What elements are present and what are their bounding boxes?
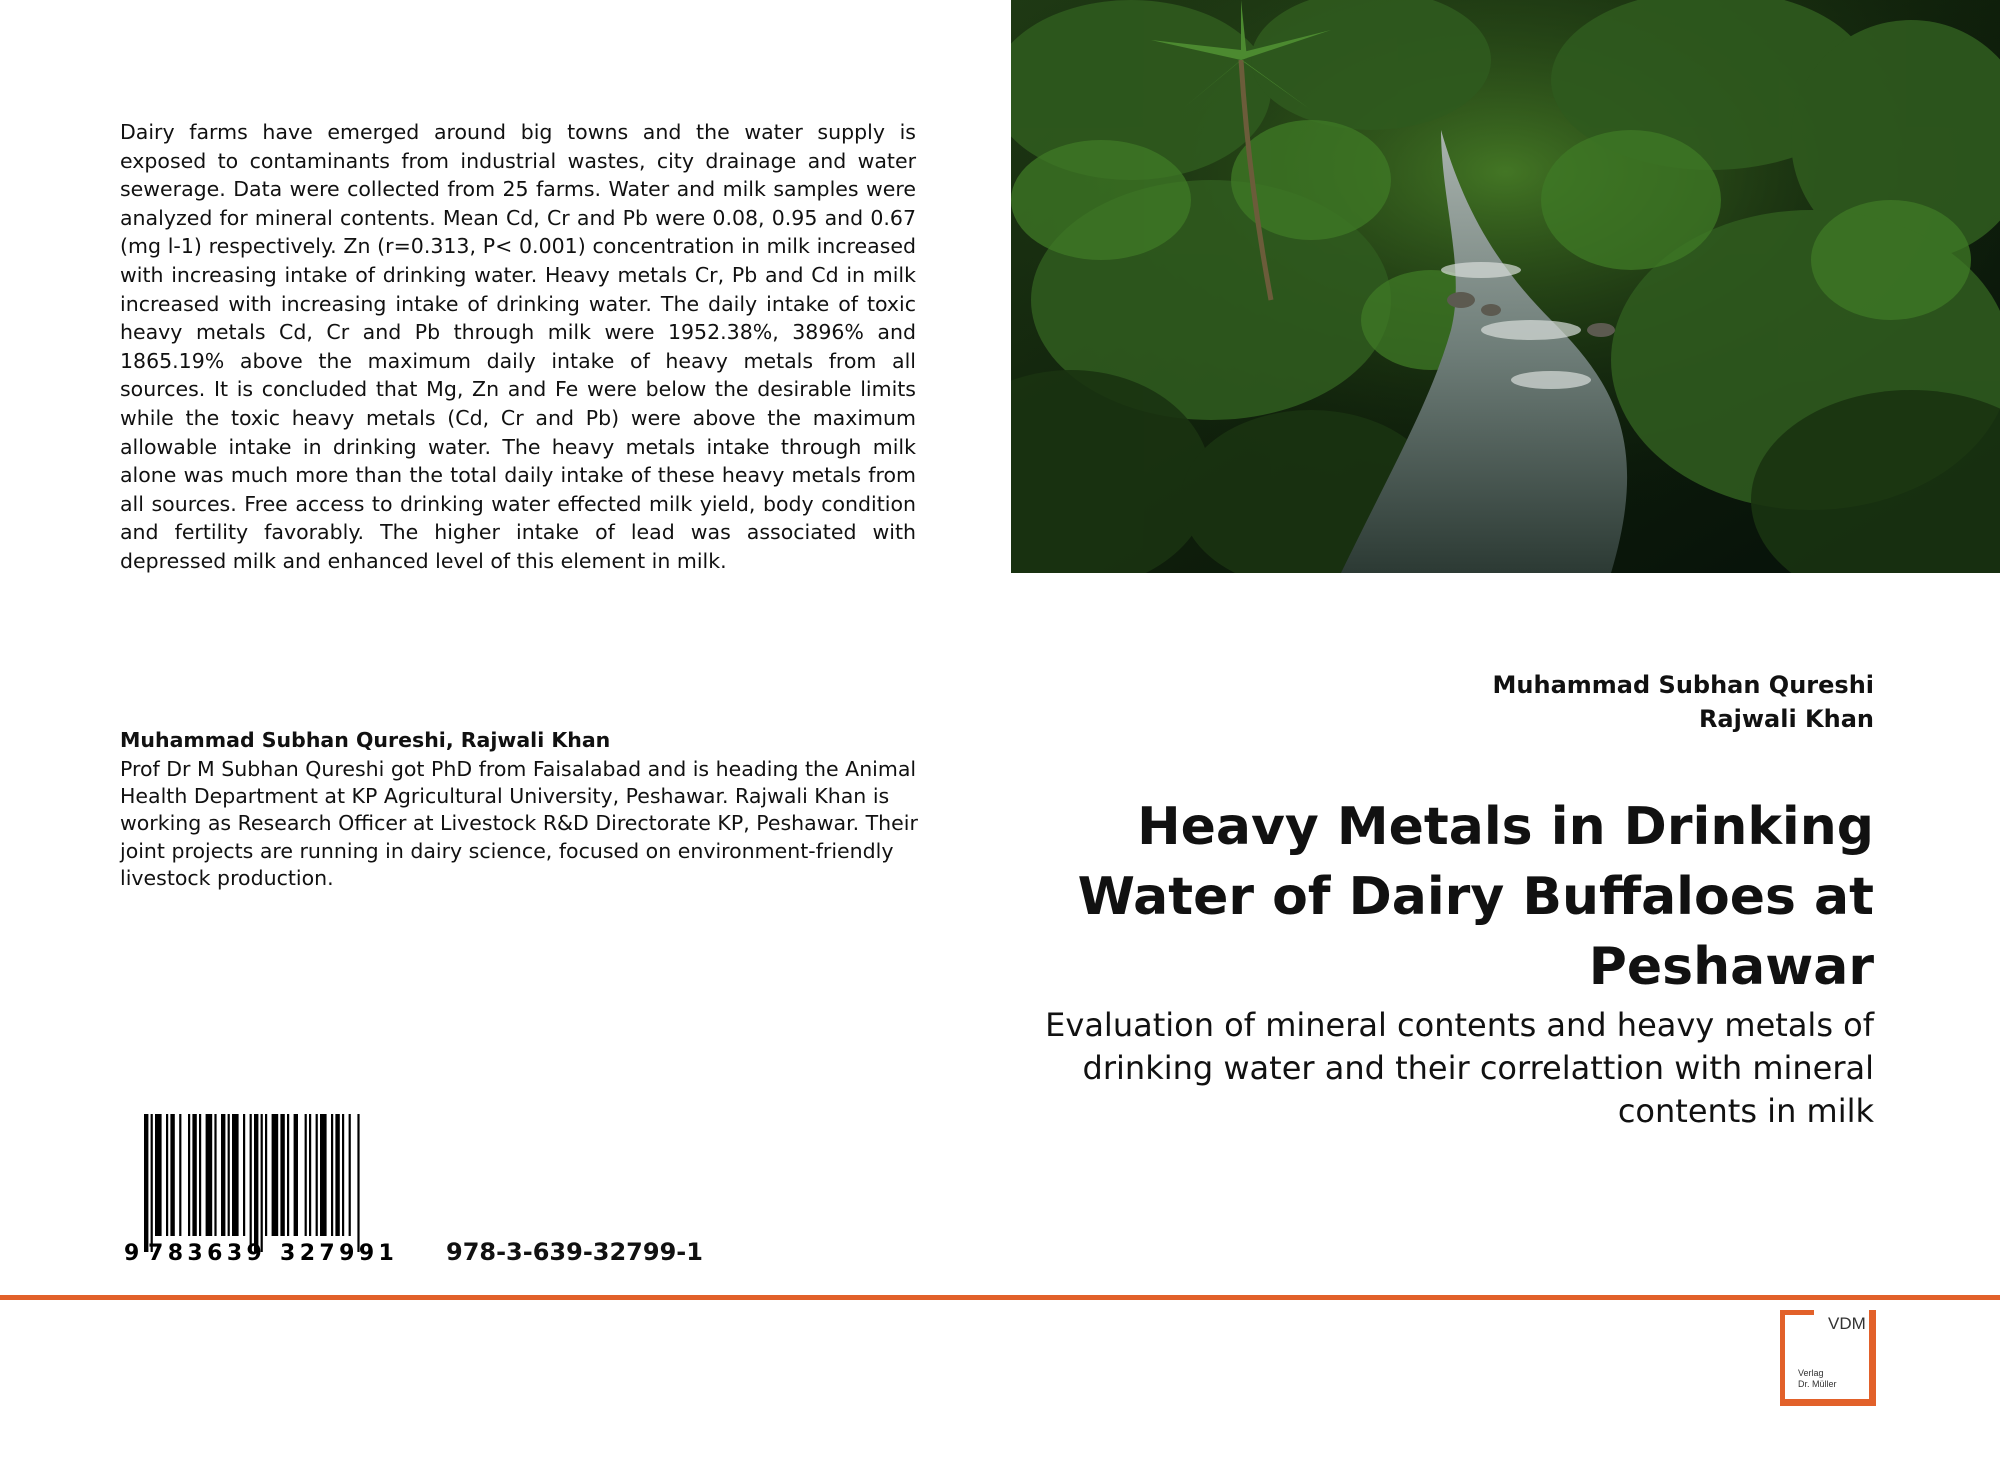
barcode-bar xyxy=(294,1114,298,1236)
barcode-bar xyxy=(166,1114,168,1236)
barcode-bar xyxy=(243,1114,245,1236)
barcode-bar xyxy=(272,1114,279,1236)
publisher-logo-line2: Dr. Müller xyxy=(1798,1379,1837,1389)
barcode xyxy=(120,1114,420,1274)
publisher-logo-subtext xyxy=(1798,1368,1837,1390)
barcode-bar xyxy=(250,1114,252,1252)
barcode-bar xyxy=(188,1114,190,1236)
barcode-bar xyxy=(349,1114,351,1236)
cover-photo-jungle-river xyxy=(1011,0,2000,573)
barcode-bar xyxy=(320,1114,327,1236)
barcode-bar xyxy=(232,1114,239,1236)
barcode-bar xyxy=(287,1114,289,1236)
barcode-bar xyxy=(206,1114,213,1236)
barcode-digit-prefix: 9 xyxy=(124,1241,140,1266)
book-subtitle: Evaluation of mineral contents and heavy metals of drinking water and their correlattion with mineral contents in milk xyxy=(1045,1006,1874,1130)
barcode-bar xyxy=(155,1114,162,1236)
publisher-logo xyxy=(1780,1310,1876,1406)
publisher-logo-line1: Verlag xyxy=(1798,1368,1824,1378)
book-title: Heavy Metals in Drinking Water of Dairy Buffaloes at Peshawar xyxy=(1077,797,1874,997)
isbn: 978-3-639-32799-1 xyxy=(446,1238,703,1266)
abstract-text: Dairy farms have emerged around big towns and the water supply is exposed to contaminants from industrial wastes, city drainage and water sewerage. Data were collected from 25 farms. Water and milk samples were analyzed for mineral contents. Mean Cd, Cr and Pb were 0.08, 0.95 and 0.67 (mg l-1) respectively. Zn (r=0.313, P< 0.001) concentration in milk increased with increasing intake of drinking water. Heavy metals Cr, Pb and Cd in milk increased with increasing intake of drinking water. The daily intake of toxic heavy metals Cd, Cr and Pb through milk were 1952.38%, 3896% and 1865.19% above the maximum daily intake of heavy metals from all sources. It is concluded that Mg, Zn and Fe were below the desirable limits while the toxic heavy metals (Cd, Cr and Pb) were above the maximum allowable intake in drinking water. The heavy metals intake through milk alone was much more than the total daily intake of these heavy metals from all sources. Free access to drinking water effected milk yield, body condition and fertility favorably. The higher intake of lead was associated with depressed milk and enhanced level of this element in milk. xyxy=(120,120,916,573)
barcode-bar xyxy=(151,1114,153,1252)
barcode-bar xyxy=(228,1114,230,1236)
barcode-bar xyxy=(265,1114,267,1236)
barcode-bar xyxy=(305,1114,307,1236)
barcode-bar xyxy=(342,1114,344,1236)
orange-divider xyxy=(0,1295,2000,1300)
barcode-bar xyxy=(214,1114,216,1236)
barcode-bar xyxy=(316,1114,318,1236)
barcode-bar xyxy=(309,1114,311,1236)
barcode-bar xyxy=(357,1114,359,1252)
barcode-bar xyxy=(170,1114,174,1236)
barcode-bar xyxy=(144,1114,148,1252)
front-author-1: Muhammad Subhan Qureshi xyxy=(1492,671,1874,699)
publisher-logo-text: VDM xyxy=(1828,1314,1866,1333)
barcode-bar xyxy=(335,1114,339,1236)
barcode-bar xyxy=(261,1114,263,1252)
bio-author-names: Muhammad Subhan Qureshi, Rajwali Khan xyxy=(120,728,611,752)
barcode-bar xyxy=(254,1114,258,1252)
barcode-bar xyxy=(221,1114,225,1236)
barcode-digits-left: 783639 xyxy=(148,1241,267,1266)
barcode-bar xyxy=(179,1114,181,1236)
front-author-2: Rajwali Khan xyxy=(1698,705,1874,733)
barcode-bar xyxy=(192,1114,196,1236)
barcode-bar xyxy=(199,1114,201,1236)
front-authors xyxy=(1493,668,1874,736)
author-biography: Prof Dr M Subhan Qureshi got PhD from Faisalabad and is heading the Animal Health Department at KP Agricultural University, Peshawar. Rajwali Khan is working as Research Officer at Livestock R&D Directorate KP, Peshawar. Their joint projects are running in dairy science, focused on environment-friendly livestock production. xyxy=(120,757,918,890)
barcode-digits-right: 327991 xyxy=(280,1241,399,1266)
barcode-bar xyxy=(331,1114,333,1236)
barcode-bar xyxy=(280,1114,284,1236)
